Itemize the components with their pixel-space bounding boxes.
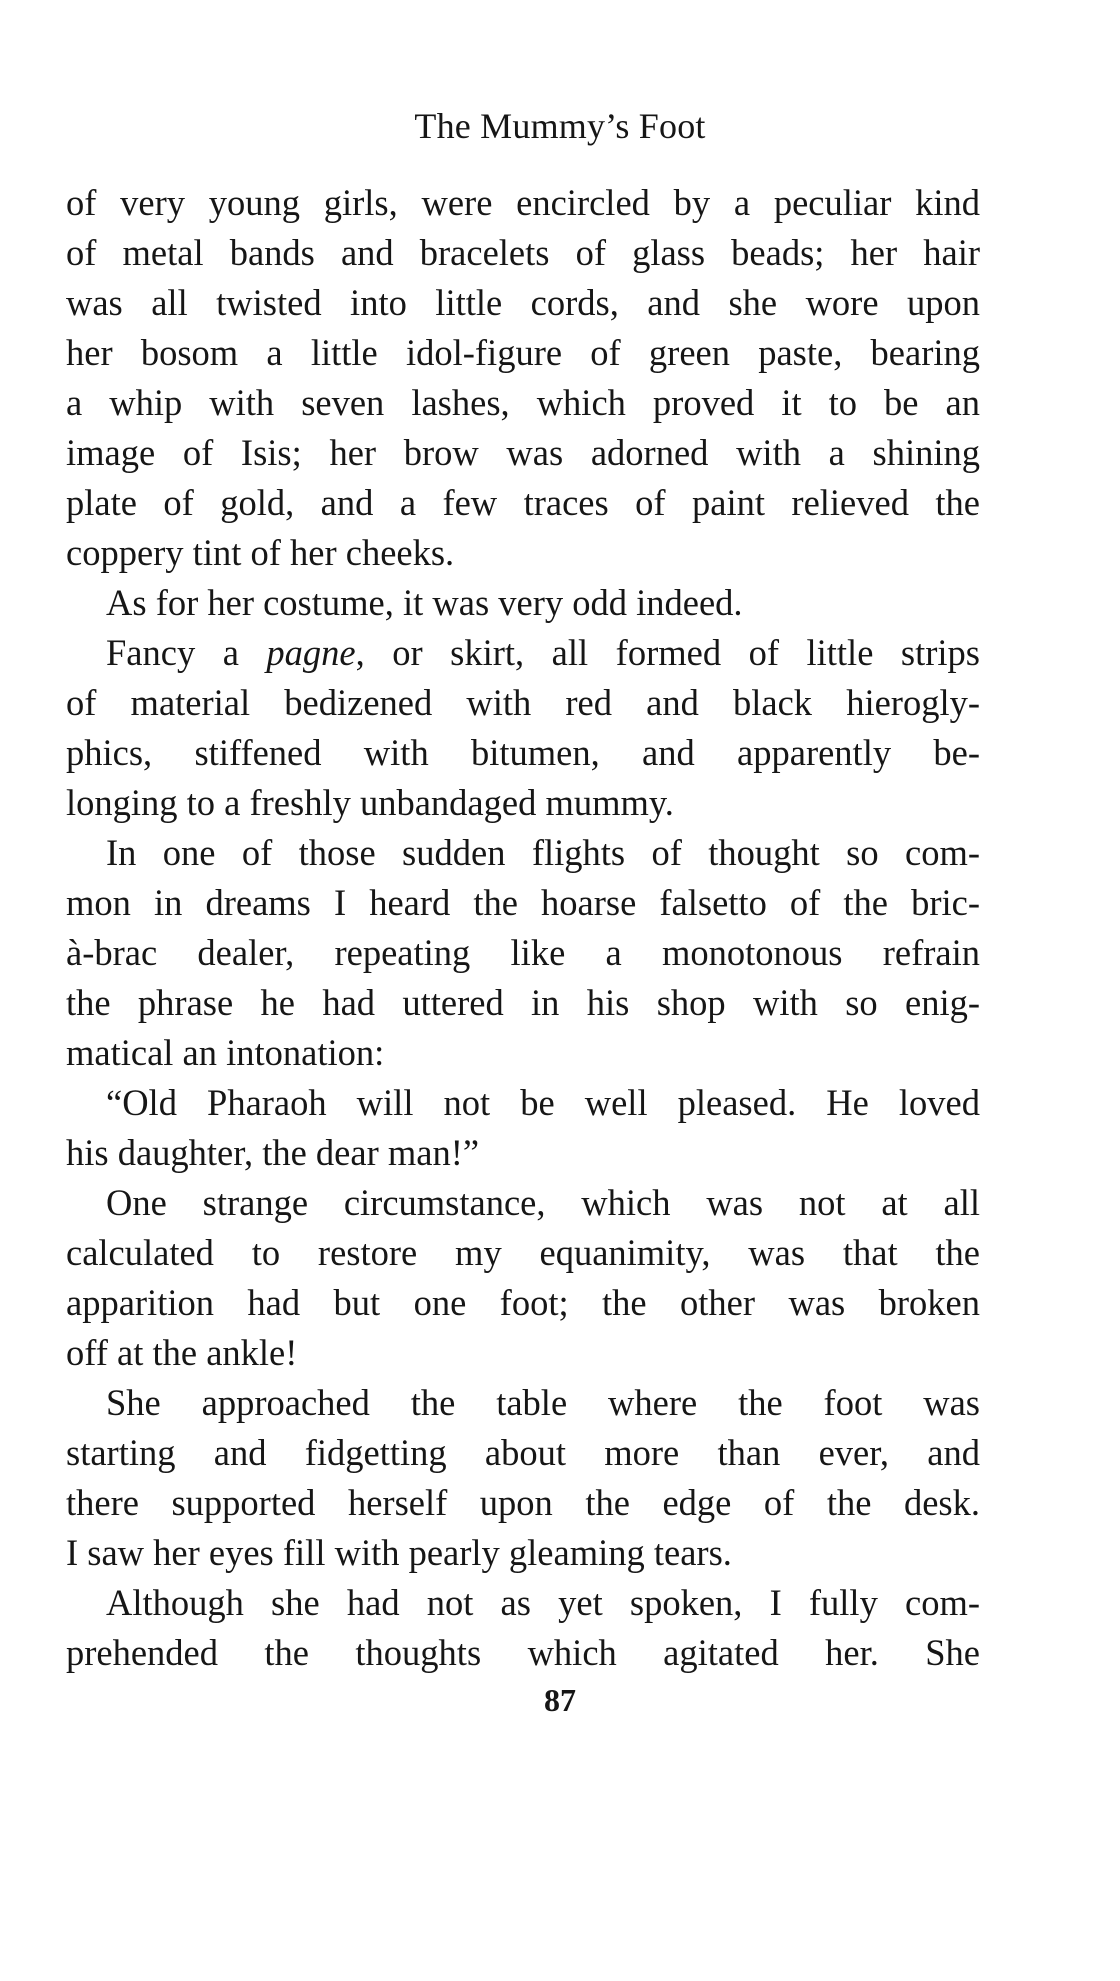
text-line: matical an intonation: [66,1032,385,1073]
text-line: her bosom a little idol-figure of green paste, bearing [66,332,980,373]
paragraph [66,1578,980,1678]
text-line: the phrase he had uttered in his shop with so enig- [66,982,980,1023]
paragraph [66,578,980,628]
paragraph [66,178,980,578]
text-line: In one of those sudden flights of thought so com- [106,832,980,873]
text-line: à-brac dealer, repeating like a monotonous refrain [66,932,980,973]
text-line: of material bedizened with red and black hierogly- [66,682,980,723]
text-line: One strange circumstance, which was not at all [106,1182,980,1223]
text-line: off at the ankle! [66,1332,298,1373]
paragraph [66,1378,980,1578]
text-line: calculated to restore my equanimity, was that the [66,1232,980,1273]
text-line: I saw her eyes fill with pearly gleaming tears. [66,1532,732,1573]
text-line: longing to a freshly unbandaged mummy. [66,782,674,823]
text-line: phics, stiffened with bitumen, and apparently be- [66,732,980,773]
text-line: She approached the table where the foot was [106,1382,980,1423]
page-number: 87 [544,1682,576,1718]
text-line: Fancy a pagne, or skirt, all formed of little strips [106,632,980,673]
italic-word: pagne [266,632,356,673]
text-line: As for her costume, it was very odd indeed. [106,582,743,623]
paragraph [66,1078,980,1178]
running-head: The Mummy’s Foot [414,106,706,146]
paragraph [66,828,980,1078]
text-line: apparition had but one foot; the other was broken [66,1282,980,1323]
text-line: starting and fidgetting about more than ever, and [66,1432,980,1473]
text-line: of very young girls, were encircled by a peculiar kind [66,182,980,223]
text-line: prehended the thoughts which agitated her. She [66,1632,980,1673]
text-line: plate of gold, and a few traces of paint relieved the [66,482,980,523]
text-line: was all twisted into little cords, and she wore upon [66,282,980,323]
text-line: there supported herself upon the edge of the desk. [66,1482,980,1523]
text-line: a whip with seven lashes, which proved it to be an [66,382,980,423]
text-line: image of Isis; her brow was adorned with a shining [66,432,980,473]
paragraph [66,628,980,828]
text-line: coppery tint of her cheeks. [66,532,455,573]
text-line: “Old Pharaoh will not be well pleased. He loved [106,1082,980,1123]
text-line: of metal bands and bracelets of glass beads; her hair [66,232,980,273]
paragraph [66,1178,980,1378]
text-line: Although she had not as yet spoken, I fully com- [106,1582,980,1623]
text-line: mon in dreams I heard the hoarse falsetto of the bric- [66,882,980,923]
text-line: his daughter, the dear man!” [66,1132,480,1173]
body-text [66,178,980,1678]
